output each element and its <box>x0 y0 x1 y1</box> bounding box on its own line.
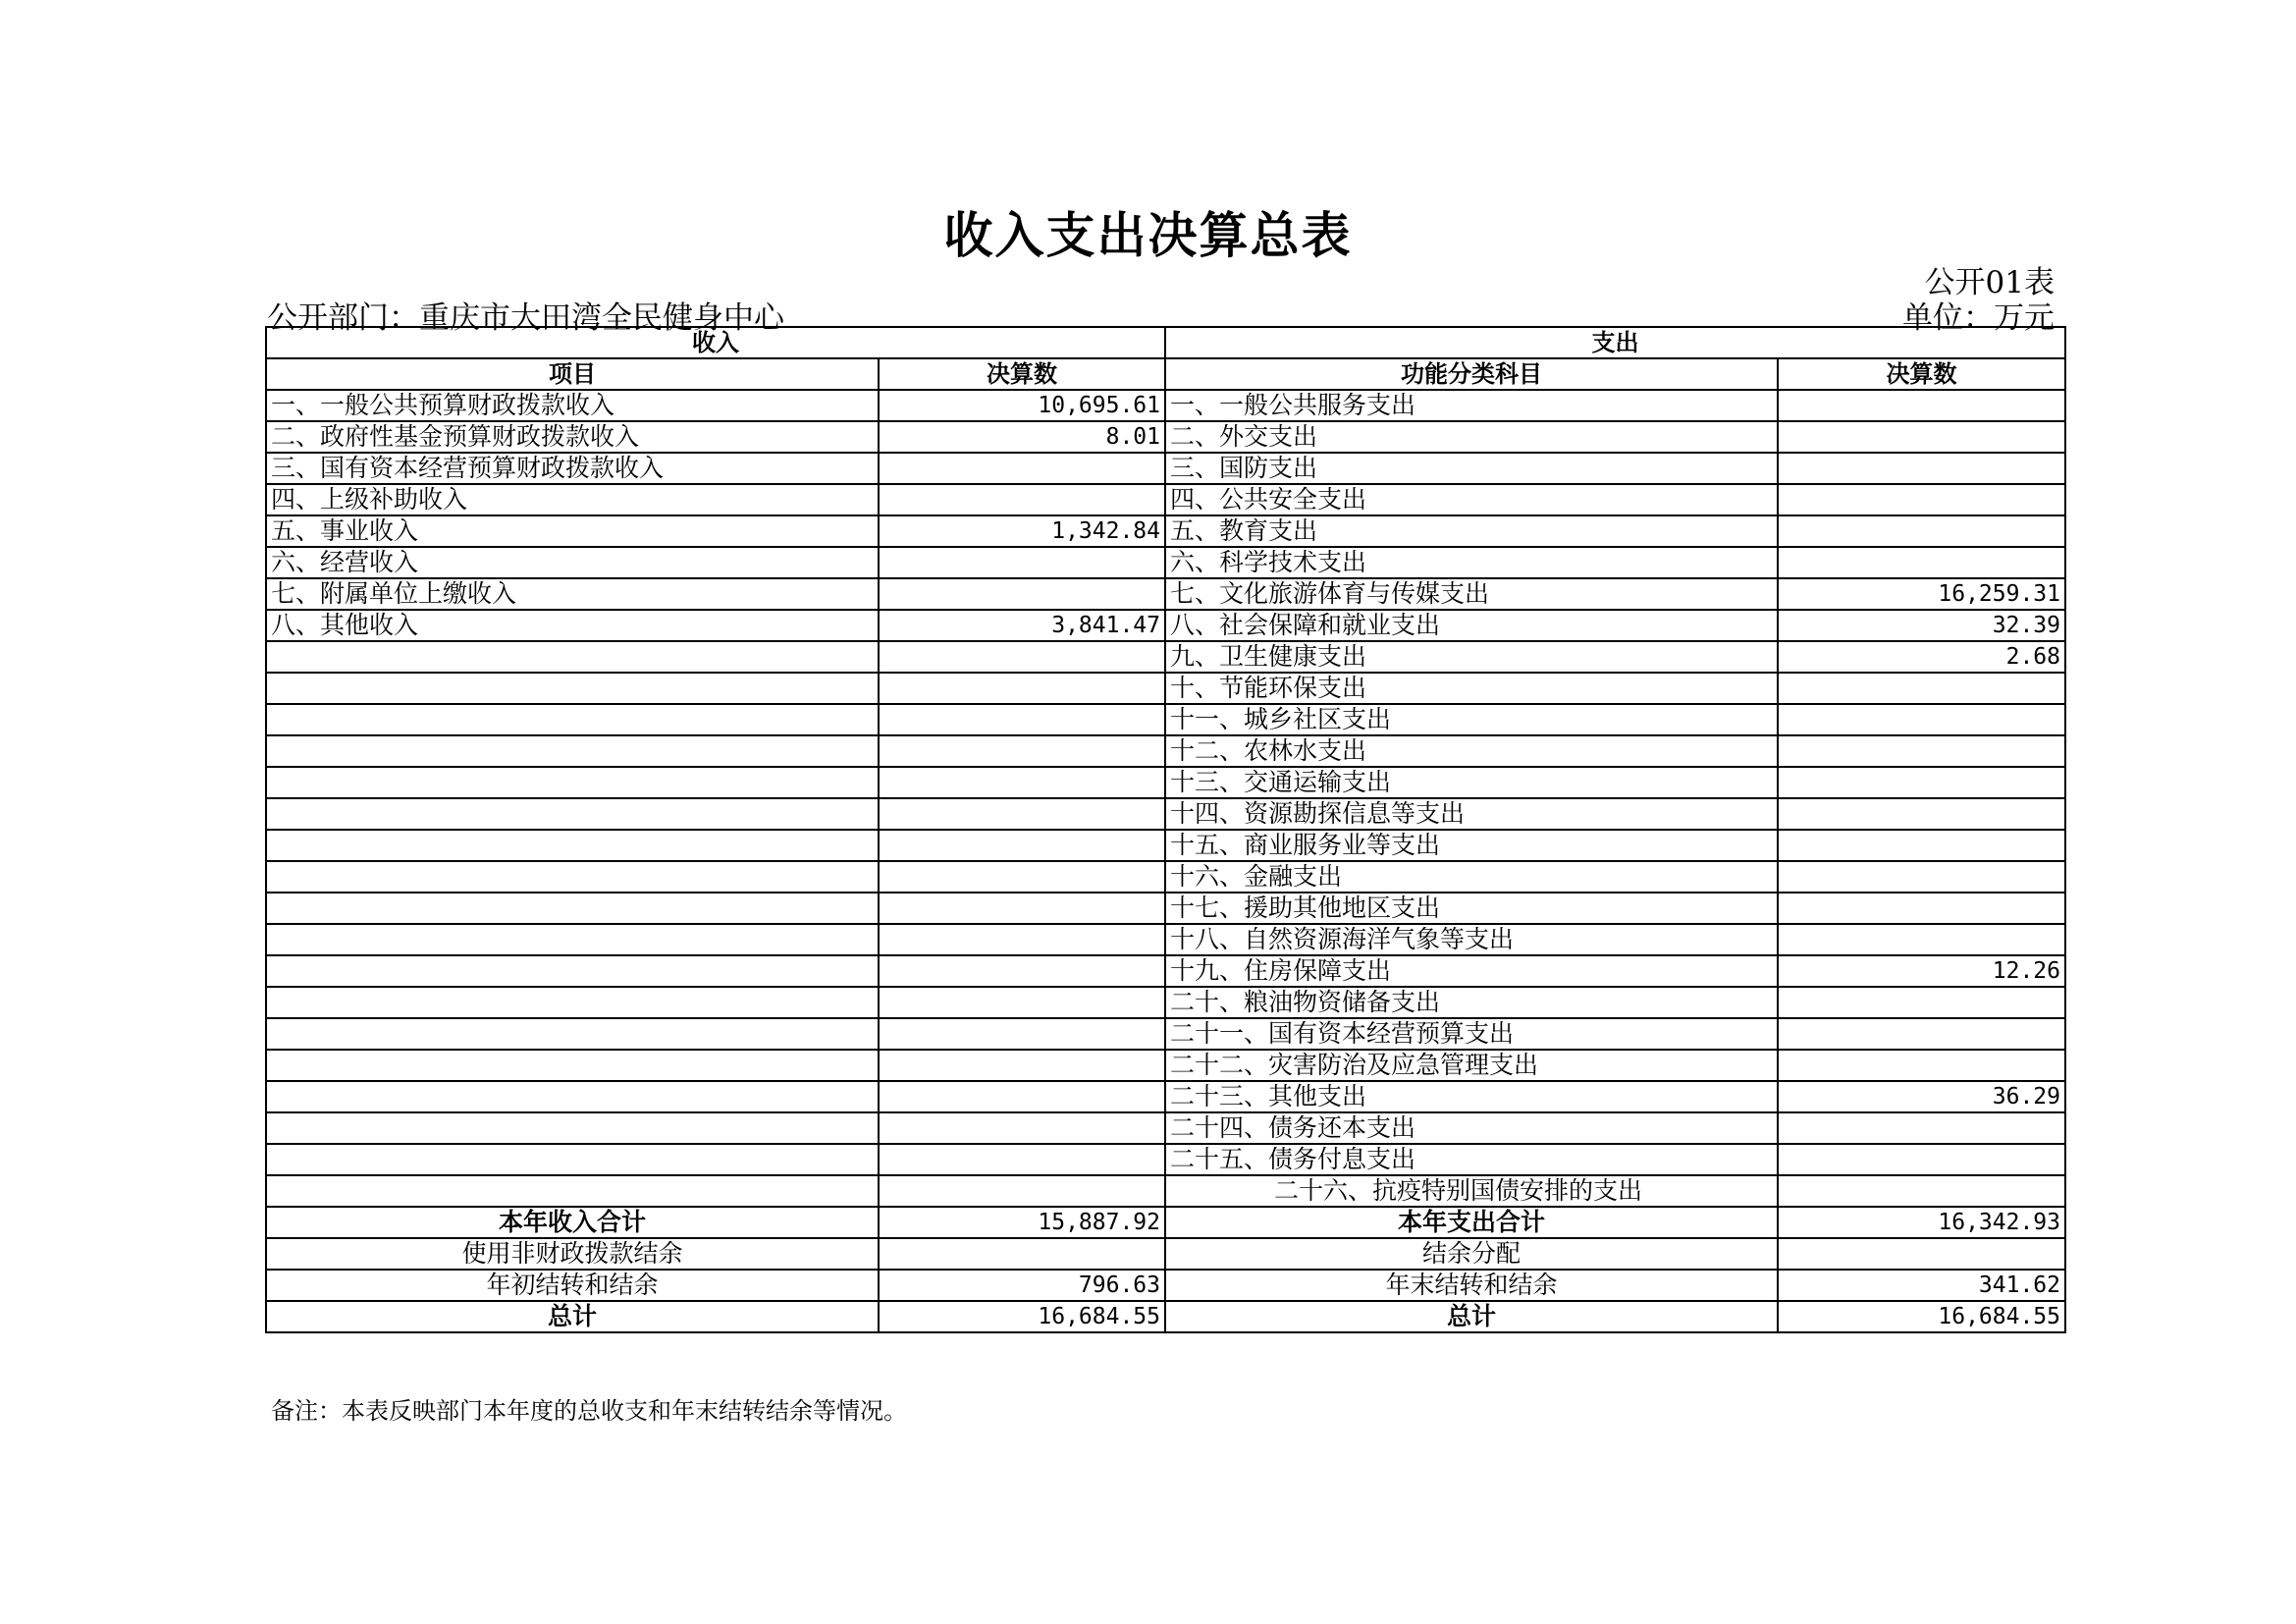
income-amount-cell <box>879 484 1165 515</box>
income-amount-cell <box>879 735 1165 767</box>
income-expense-table <box>265 326 2066 1333</box>
income-item-cell <box>266 830 879 861</box>
income-amount-cell <box>879 830 1165 861</box>
income-item-cell <box>266 955 879 987</box>
table-row <box>266 1175 2065 1207</box>
expense-amount-cell <box>1778 390 2065 421</box>
income-item-cell <box>266 1144 879 1175</box>
table-row <box>266 1050 2065 1081</box>
expense-amount-cell <box>1778 704 2065 735</box>
expense-amount-cell <box>1778 1018 2065 1050</box>
table-row <box>266 767 2065 798</box>
expense-amount-cell <box>1778 673 2065 704</box>
summary-row <box>266 1238 2065 1270</box>
expense-amount-cell: 12.26 <box>1778 955 2065 987</box>
expense-item-cell: 一、一般公共服务支出 <box>1165 390 1778 421</box>
expense-item-cell: 十四、资源勘探信息等支出 <box>1165 798 1778 830</box>
income-amount-cell <box>879 1144 1165 1175</box>
summary-expense-item-cell: 本年支出合计 <box>1165 1207 1778 1238</box>
expense-section-header: 支出 <box>1165 327 2065 358</box>
expense-amount-cell <box>1778 893 2065 924</box>
summary-expense-amount-cell: 341.62 <box>1778 1270 2065 1301</box>
table-row <box>266 484 2065 515</box>
table-row <box>266 453 2065 484</box>
expense-amount-column-header: 决算数 <box>1778 358 2065 390</box>
expense-item-cell: 七、文化旅游体育与传媒支出 <box>1165 578 1778 610</box>
expense-amount-cell <box>1778 453 2065 484</box>
summary-income-item-cell: 本年收入合计 <box>266 1207 879 1238</box>
expense-item-cell: 十八、自然资源海洋气象等支出 <box>1165 924 1778 955</box>
table-row <box>266 1112 2065 1144</box>
expense-item-cell: 九、卫生健康支出 <box>1165 641 1778 673</box>
table-row <box>266 987 2065 1018</box>
expense-item-cell: 二十六、抗疫特别国债安排的支出 <box>1165 1175 1778 1207</box>
income-item-cell: 二、政府性基金预算财政拨款收入 <box>266 421 879 453</box>
expense-amount-cell <box>1778 1112 2065 1144</box>
income-amount-cell: 8.01 <box>879 421 1165 453</box>
table-row <box>266 798 2065 830</box>
table-row <box>266 1144 2065 1175</box>
expense-amount-cell <box>1778 1050 2065 1081</box>
table-row <box>266 1018 2065 1050</box>
income-amount-cell <box>879 1081 1165 1112</box>
income-item-cell: 三、国有资本经营预算财政拨款收入 <box>266 453 879 484</box>
expense-item-cell: 十九、住房保障支出 <box>1165 955 1778 987</box>
expense-amount-cell: 32.39 <box>1778 610 2065 641</box>
table-row <box>266 1081 2065 1112</box>
summary-income-amount-cell: 16,684.55 <box>879 1301 1165 1332</box>
expense-amount-cell <box>1778 735 2065 767</box>
summary-income-item-cell: 总计 <box>266 1301 879 1332</box>
income-amount-column-header: 决算数 <box>879 358 1165 390</box>
expense-amount-cell <box>1778 547 2065 578</box>
expense-amount-cell <box>1778 1144 2065 1175</box>
income-item-cell <box>266 735 879 767</box>
expense-item-cell: 二十四、债务还本支出 <box>1165 1112 1778 1144</box>
table-row <box>266 924 2065 955</box>
income-amount-cell <box>879 453 1165 484</box>
expense-item-cell: 二十、粮油物资储备支出 <box>1165 987 1778 1018</box>
summary-expense-amount-cell <box>1778 1238 2065 1270</box>
income-item-cell: 七、附属单位上缴收入 <box>266 578 879 610</box>
income-amount-cell <box>879 1112 1165 1144</box>
table-row <box>266 610 2065 641</box>
expense-item-cell: 三、国防支出 <box>1165 453 1778 484</box>
table-row <box>266 893 2065 924</box>
income-amount-cell: 1,342.84 <box>879 515 1165 547</box>
income-item-cell <box>266 798 879 830</box>
income-item-cell <box>266 1081 879 1112</box>
expense-amount-cell <box>1778 515 2065 547</box>
income-amount-cell <box>879 704 1165 735</box>
expense-item-cell: 二、外交支出 <box>1165 421 1778 453</box>
expense-item-cell: 二十三、其他支出 <box>1165 1081 1778 1112</box>
table-row <box>266 955 2065 987</box>
unit-label: 单位：万元 <box>1902 300 2055 336</box>
income-item-cell <box>266 987 879 1018</box>
expense-amount-cell <box>1778 421 2065 453</box>
expense-amount-cell <box>1778 924 2065 955</box>
summary-row <box>266 1270 2065 1301</box>
income-item-cell <box>266 1112 879 1144</box>
summary-expense-amount-cell: 16,342.93 <box>1778 1207 2065 1238</box>
summary-income-item-cell: 使用非财政拨款结余 <box>266 1238 879 1270</box>
income-amount-cell <box>879 547 1165 578</box>
summary-expense-item-cell: 结余分配 <box>1165 1238 1778 1270</box>
income-amount-cell <box>879 924 1165 955</box>
table-row <box>266 861 2065 893</box>
income-amount-cell <box>879 767 1165 798</box>
expense-amount-cell <box>1778 1175 2065 1207</box>
expense-amount-cell <box>1778 987 2065 1018</box>
table-row <box>266 390 2065 421</box>
expense-item-cell: 五、教育支出 <box>1165 515 1778 547</box>
income-amount-cell <box>879 955 1165 987</box>
income-item-cell <box>266 673 879 704</box>
expense-amount-cell <box>1778 798 2065 830</box>
income-item-cell <box>266 767 879 798</box>
expense-amount-cell: 2.68 <box>1778 641 2065 673</box>
table-row <box>266 547 2065 578</box>
table-row <box>266 641 2065 673</box>
table-row <box>266 673 2065 704</box>
income-item-cell <box>266 704 879 735</box>
table-row <box>266 515 2065 547</box>
income-amount-cell <box>879 987 1165 1018</box>
expense-item-cell: 十三、交通运输支出 <box>1165 767 1778 798</box>
income-amount-cell <box>879 641 1165 673</box>
expense-item-cell: 二十二、灾害防治及应急管理支出 <box>1165 1050 1778 1081</box>
expense-item-cell: 十六、金融支出 <box>1165 861 1778 893</box>
expense-amount-cell <box>1778 767 2065 798</box>
income-amount-cell <box>879 578 1165 610</box>
income-amount-cell: 3,841.47 <box>879 610 1165 641</box>
income-amount-cell <box>879 1050 1165 1081</box>
item-column-header: 项目 <box>266 358 879 390</box>
expense-amount-cell: 36.29 <box>1778 1081 2065 1112</box>
income-amount-cell: 10,695.61 <box>879 390 1165 421</box>
expense-amount-cell <box>1778 861 2065 893</box>
table-row <box>266 830 2065 861</box>
summary-expense-item-cell: 总计 <box>1165 1301 1778 1332</box>
income-amount-cell <box>879 798 1165 830</box>
summary-expense-item-cell: 年末结转和结余 <box>1165 1270 1778 1301</box>
income-section-header: 收入 <box>266 327 1165 358</box>
income-item-cell: 八、其他收入 <box>266 610 879 641</box>
expense-item-cell: 八、社会保障和就业支出 <box>1165 610 1778 641</box>
summary-row <box>266 1207 2065 1238</box>
income-item-cell <box>266 1175 879 1207</box>
income-item-cell: 五、事业收入 <box>266 515 879 547</box>
table-row <box>266 578 2065 610</box>
income-item-cell: 一、一般公共预算财政拨款收入 <box>266 390 879 421</box>
expense-amount-cell <box>1778 830 2065 861</box>
summary-income-amount-cell: 796.63 <box>879 1270 1165 1301</box>
income-item-cell <box>266 1050 879 1081</box>
summary-expense-amount-cell: 16,684.55 <box>1778 1301 2065 1332</box>
income-item-cell <box>266 1018 879 1050</box>
column-header-row <box>266 358 2065 390</box>
expense-item-cell: 十七、援助其他地区支出 <box>1165 893 1778 924</box>
table-row <box>266 735 2065 767</box>
expense-item-cell: 二十一、国有资本经营预算支出 <box>1165 1018 1778 1050</box>
expense-item-cell: 十、节能环保支出 <box>1165 673 1778 704</box>
income-item-cell <box>266 861 879 893</box>
income-item-cell <box>266 924 879 955</box>
expense-item-cell: 二十五、债务付息支出 <box>1165 1144 1778 1175</box>
income-amount-cell <box>879 1018 1165 1050</box>
expense-amount-cell <box>1778 484 2065 515</box>
expense-item-cell: 十二、农林水支出 <box>1165 735 1778 767</box>
expense-item-cell: 十五、商业服务业等支出 <box>1165 830 1778 861</box>
income-item-cell: 六、经营收入 <box>266 547 879 578</box>
table-row <box>266 421 2065 453</box>
page-title: 收入支出决算总表 <box>943 207 1353 264</box>
expense-item-cell: 十一、城乡社区支出 <box>1165 704 1778 735</box>
category-column-header: 功能分类科目 <box>1165 358 1778 390</box>
income-item-cell <box>266 641 879 673</box>
footnote: 备注：本表反映部门本年度的总收支和年末结转结余等情况。 <box>271 1397 907 1425</box>
income-amount-cell <box>879 1175 1165 1207</box>
summary-income-amount-cell <box>879 1238 1165 1270</box>
income-item-cell: 四、上级补助收入 <box>266 484 879 515</box>
summary-row <box>266 1301 2065 1332</box>
department-label: 公开部门：重庆市大田湾全民健身中心 <box>267 300 784 336</box>
summary-income-amount-cell: 15,887.92 <box>879 1207 1165 1238</box>
income-amount-cell <box>879 673 1165 704</box>
table-row <box>266 704 2065 735</box>
expense-item-cell: 六、科学技术支出 <box>1165 547 1778 578</box>
expense-amount-cell: 16,259.31 <box>1778 578 2065 610</box>
summary-income-item-cell: 年初结转和结余 <box>266 1270 879 1301</box>
expense-item-cell: 四、公共安全支出 <box>1165 484 1778 515</box>
form-number: 公开01表 <box>1924 265 2055 300</box>
income-amount-cell <box>879 893 1165 924</box>
income-item-cell <box>266 893 879 924</box>
section-header-row <box>266 327 2065 358</box>
income-amount-cell <box>879 861 1165 893</box>
